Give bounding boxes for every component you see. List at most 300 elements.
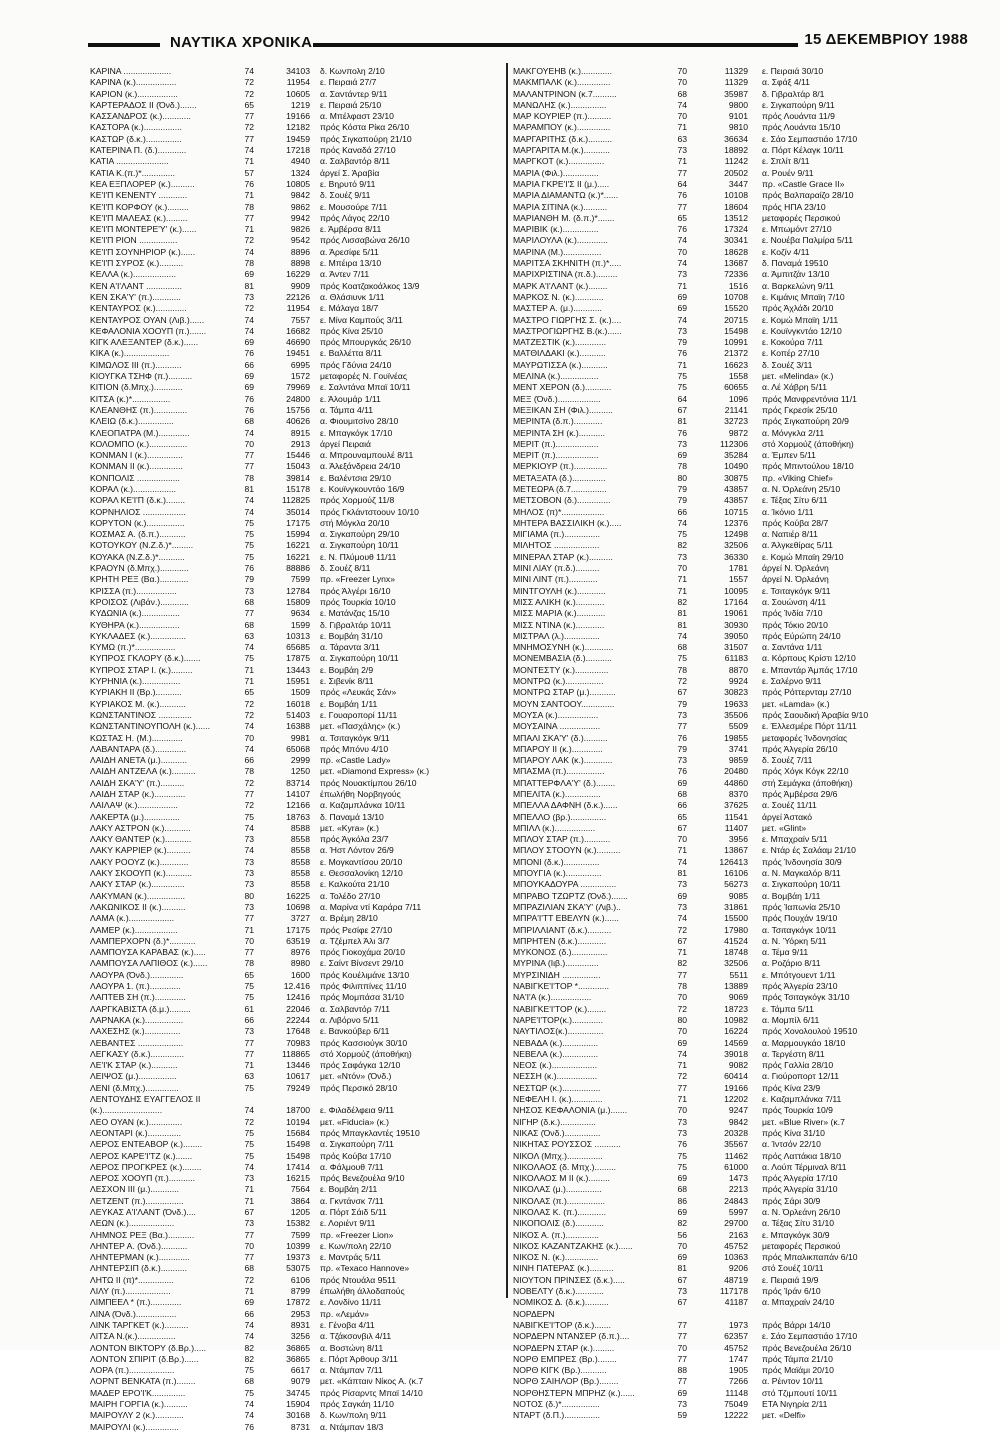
ship-year: 69	[677, 1206, 687, 1217]
ship-year: 74	[244, 246, 254, 257]
ship-year: 72	[244, 698, 254, 709]
ship-year: 71	[677, 585, 687, 596]
ship-grt: 1905	[728, 1365, 748, 1376]
ship-year: 74	[244, 314, 254, 325]
ship-year: 71	[244, 1286, 254, 1297]
ship-year: 74	[244, 721, 254, 732]
ship-year: 74	[244, 1410, 254, 1421]
ship-name: ΜΠΡΑ'Ι'ΤΤ ΕΒΕΛΥΝ (κ.)......	[513, 913, 619, 924]
ship-note: α. Σιγκαπούρη 10/11	[320, 653, 399, 664]
ship-row	[90, 258, 500, 269]
ship-note: ε. Μπωμόντ 27/10	[762, 224, 832, 235]
ship-row	[90, 1173, 500, 1184]
ship-grt: 35014	[286, 506, 310, 517]
ship-grt: 48719	[724, 1274, 748, 1285]
ship-note: μετ. «Ντόν» (Όνδ.)	[320, 1071, 392, 1082]
ship-name: ΝΕΒΕΛΑ (κ.)...............	[513, 1048, 599, 1059]
ship-row	[513, 371, 953, 382]
ship-grt: 11407	[724, 822, 748, 833]
ship-year: 70	[677, 1105, 687, 1116]
ship-row	[90, 1422, 500, 1433]
ship-year: 73	[244, 834, 254, 845]
ship-row	[90, 970, 500, 981]
ship-grt: 11462	[724, 1150, 748, 1161]
ship-note: α. Σουέζ 11/11	[762, 800, 817, 811]
ship-row	[513, 733, 953, 744]
ship-note: πρός Γκλάντστοουν 10/10	[320, 506, 419, 517]
ship-note: πρός Λουάντα 15/10	[762, 122, 841, 133]
ship-row	[90, 1275, 500, 1286]
ship-year: 76	[244, 404, 254, 415]
ship-year: 61	[244, 1003, 254, 1014]
ship-note: άργεί Άστακό	[762, 811, 813, 822]
ship-note: μετ. «Κyra» (κ.)	[320, 822, 379, 833]
ship-row	[513, 1275, 953, 1286]
ship-name: ΜΙΛΗΤΟΣ ...................	[513, 540, 600, 551]
ship-year: 75	[244, 1150, 254, 1161]
ship-row	[513, 1060, 953, 1071]
ship-note: α. Ν. Όρλεάνη 26/10	[762, 1206, 841, 1217]
ship-name: ΜΠΕΛΛΟ (βρ.)...............	[513, 811, 607, 822]
ship-name: ΚΕ'Ι'Π ΜΑΛΕΑΣ (κ.).........	[90, 212, 188, 223]
ship-name: ΚΡΗΤΗ ΡΕΞ (Βα.)............	[90, 574, 189, 585]
ship-year: 75	[244, 653, 254, 664]
ship-note: στή Σεμάγκα (άποθήκη)	[762, 777, 853, 788]
ship-grt: 117178	[719, 1286, 748, 1297]
ship-note: πρός Σιγκαπούρη 21/10	[320, 133, 412, 144]
ship-name: ΚΙΜΩΛΟΣ ΙΙΙ (π.)...........	[90, 359, 182, 370]
ship-year: 79	[677, 483, 687, 494]
ship-name: ΚΥΚΛΑΔΕΣ (κ.)...............	[90, 630, 187, 641]
ship-year: 66	[244, 1014, 254, 1025]
ship-grt: 9101	[728, 111, 748, 122]
ship-row	[90, 1399, 500, 1410]
ship-grt: 11148	[725, 1387, 748, 1398]
ship-name: ΛΕΝΤΟΥΔΗΣ ΕΥΑΓΓΕΛΟΣ ΙΙ	[90, 1094, 201, 1105]
ship-year: 76	[677, 1139, 687, 1150]
ship-note: α. Βαρκελώνη 9/11	[762, 280, 834, 291]
ship-name: ΜΠΕΛΛΑ ΔΑΦΝΗ (δ.κ.)......	[513, 800, 618, 811]
ship-name: ΛΟΡΝΤ ΒΕΝΚΑΤΑ (π.)........	[90, 1376, 196, 1387]
ship-row	[513, 1252, 953, 1263]
ship-note: πρός Φιλιππίνες 11/10	[320, 981, 407, 992]
ship-note: μεταφορές Περσικού	[762, 212, 841, 223]
ship-year: 69	[677, 303, 687, 314]
ship-note: α. Φιουμιτσίνο 28/10	[320, 416, 399, 427]
ship-note: ε. Κοζίν 4/11	[762, 246, 810, 257]
ship-grt: 17875	[286, 653, 310, 664]
ship-name: ΝΙΚΟΛΑΣ Κ. (π.)............	[513, 1206, 606, 1217]
ship-row	[90, 1128, 500, 1139]
ship-grt: 14107	[286, 789, 310, 799]
ship-name: ΜΠΡΙΛΛΙΑΝΤ (δ.κ.)..........	[513, 924, 612, 935]
ship-year: 77	[244, 947, 254, 958]
ship-year: 67	[677, 935, 687, 946]
ship-grt: 13889	[724, 981, 748, 992]
ship-note: πρός Άλγερία 17/10	[762, 1173, 838, 1184]
ship-year: 78	[244, 958, 254, 969]
ship-note: πρ. «Castle Lady»	[320, 755, 391, 766]
ship-grt: 15904	[286, 1399, 310, 1410]
ship-grt: 3727	[290, 913, 310, 924]
ship-name: ΛΕΤΖΕΝΤ (π.)................	[90, 1195, 184, 1206]
ship-row	[513, 1196, 953, 1207]
ship-name: ΚΑΣΤΟΡΑ (κ.)................	[90, 122, 182, 133]
ship-note: μεταφορές Περσικού	[762, 1240, 841, 1251]
ship-year: 72	[677, 676, 687, 687]
ship-name: ΝΕΦΕΛΗ Ι. (κ.).............	[513, 1094, 603, 1105]
ship-row	[513, 100, 953, 111]
ship-row	[90, 179, 500, 190]
ship-name: ΛΑΙΔΗ ΣΚΑ'Υ' (π.)..........	[90, 777, 185, 788]
ship-row	[90, 1196, 500, 1207]
ship-grt: 9909	[290, 280, 310, 291]
ship-year: 82	[244, 1342, 254, 1353]
ship-name: ΝΙΝΗ ΠΑΤΕΡΑΣ (κ.)..........	[513, 1263, 614, 1274]
ship-row	[513, 540, 953, 551]
ship-grt: 35987	[724, 88, 748, 99]
ship-name: ΛΙΜΠΕΕΛ * (π.).............	[90, 1297, 182, 1308]
ship-row	[90, 518, 500, 529]
ship-note: α. Τέμα 9/11	[762, 947, 809, 958]
ship-row	[90, 1343, 500, 1354]
ship-year: 78	[677, 981, 687, 992]
ship-row	[90, 484, 500, 495]
ship-year: 73	[244, 1218, 254, 1229]
ship-year: 74	[244, 1331, 254, 1342]
ship-note: μεταφορές Ν. Γουϊνέας	[320, 371, 407, 382]
ship-grt: 9082	[728, 1060, 748, 1071]
ship-note: α. Σαλβαντόρ 7/11	[320, 1003, 391, 1014]
ship-name: ΜΟΝΤΡΩ ΣΤΑΡ (μ.)...........	[513, 687, 616, 698]
ship-name: ΜΑΝΩΛΗΣ (κ.)...............	[513, 99, 607, 110]
ship-year: 69	[677, 1037, 687, 1048]
ship-name: ΜΟΥΝ ΣΑΝΤΟΟΥ..............	[513, 698, 615, 709]
ship-grt: 19061	[724, 608, 748, 619]
ship-note: ε. Άμβέρσα 8/11	[320, 224, 382, 235]
ship-row	[513, 292, 953, 303]
ship-year: 72	[244, 77, 254, 88]
ship-name: ΛΑΚΕΡΤΑ (μ.)...............	[90, 811, 180, 822]
ship-year: 76	[244, 178, 254, 189]
ship-note: α. Βρέμη 28/10	[320, 913, 378, 924]
ship-row	[513, 405, 953, 416]
ship-year: 74	[677, 314, 687, 325]
ship-name: ΚΟΤΟΥΚΟΥ (Ν.Ζ.δ.)*.........	[90, 540, 194, 551]
ship-year: 67	[677, 687, 687, 698]
ship-row	[90, 947, 500, 958]
ship-year: 70	[677, 563, 687, 574]
ship-row	[513, 687, 953, 698]
ship-note: ε. Μπαγκόγκ 30/9	[762, 1229, 830, 1240]
ship-year: 77	[244, 133, 254, 144]
ship-year: 74	[677, 99, 687, 110]
ship-name: ΜΑΛΑΝΤΡΙΝΟΝ (κ.7..........	[513, 88, 617, 99]
ship-note: ε. Γένοβα 4/11	[320, 1319, 375, 1330]
ship-grt: 36865	[286, 1342, 310, 1353]
ship-note: α. Ναπιέρ 8/11	[762, 529, 818, 540]
ship-year: 73	[244, 856, 254, 867]
ship-name: ΜΠΟΥΓΙΑ (κ.)...............	[513, 868, 602, 879]
ship-grt: 20328	[724, 1127, 748, 1138]
ship-row	[513, 1117, 953, 1128]
ship-row	[90, 800, 500, 811]
ship-grt: 8558	[290, 834, 310, 845]
ship-year: 71	[677, 122, 687, 133]
ship-year: 73	[244, 868, 254, 879]
ship-name: ΚΙΤΣΑ (κ.)*................	[90, 393, 171, 404]
ship-name: ΝΑΒΙΓΚΕ'Ι'ΤΟΡ (κ.)........	[513, 1003, 607, 1014]
ship-row	[90, 1365, 500, 1376]
ship-note: πρός Τσιταγκόγκ 31/10	[762, 992, 850, 1003]
ship-note: ε. Τέξας Σίτυ 6/11	[762, 495, 828, 506]
ship-note: α. Ίκόνιο 1/11	[762, 506, 814, 517]
ship-year: 88	[677, 1365, 687, 1376]
ship-note: ε. Βανκούβερ 6/11	[320, 1026, 390, 1037]
ship-year: 75	[244, 551, 254, 562]
ship-year: 69	[244, 1297, 254, 1308]
ship-note: δ. Σουέζ 8/11	[320, 563, 371, 574]
ship-row	[90, 405, 500, 416]
ship-grt: 15446	[286, 450, 310, 461]
ship-year: 70	[677, 992, 687, 1003]
ship-note: ε. Φιλαδέλφεια 9/11	[320, 1105, 395, 1116]
ship-name: ΜΠΑΣΜΑ (π.)................	[513, 766, 605, 777]
ship-year: 74	[677, 517, 687, 528]
ship-grt: 12182	[286, 122, 310, 133]
ship-grt: 31861	[724, 901, 748, 912]
ship-name: ΚΙΟΥΓΚΑ ΤΣΗΦ (π.)..........	[90, 371, 193, 382]
ship-note: πρός Κίνα 31/10	[762, 1127, 825, 1138]
ship-note: πρός Άχλάδι 20/10	[762, 303, 834, 314]
ship-year: 57	[244, 167, 254, 178]
ship-year: 73	[677, 325, 687, 336]
ship-row	[90, 77, 500, 88]
ship-name: ΜΟΝΤΕΣΤΥ (κ.)..............	[513, 664, 609, 675]
ship-row	[513, 936, 953, 947]
ship-row	[513, 145, 953, 156]
ship-grt: 1747	[728, 1353, 748, 1364]
ship-note: πρός Κίνα 23/9	[762, 1082, 821, 1093]
ship-note: ε. Βομβάη 2/11	[320, 1184, 378, 1195]
ship-year: 71	[244, 224, 254, 235]
ship-name: ΜΑΡΙΛΟΥΛΑ (κ.).............	[513, 235, 608, 246]
ship-note: πρ. «Λεμάν»	[320, 1308, 369, 1319]
ship-row	[90, 224, 500, 235]
ship-year: 70	[677, 1342, 687, 1353]
ship-grt: 9872	[728, 427, 748, 438]
ship-name: ΜΕΤΕΩΡΑ (δ.7...............	[513, 483, 607, 494]
ship-name: ΚΕ'Ι'Π ΣΥΡΟΣ (κ.)..........	[90, 258, 184, 269]
ship-note: πρός Ρίσαρντς Μπαϊ 14/10	[320, 1387, 423, 1398]
ship-row	[90, 552, 500, 563]
ship-note: πρός Σαφάγκα 12/10	[320, 1060, 401, 1071]
ship-year: 71	[677, 359, 687, 370]
ship-grt: 30168	[286, 1410, 310, 1421]
ship-grt: 17218	[286, 145, 310, 156]
ship-name: ΜΕΤΑΞΑΤΑ (δ.)..............	[513, 472, 606, 483]
ship-grt: 34745	[286, 1387, 310, 1398]
ship-note: δ. Παναμά 13/10	[320, 811, 384, 822]
ship-note: πρός Λισσαβώνα 26/10	[320, 235, 410, 246]
ship-row	[90, 382, 500, 393]
ship-year: 74	[677, 1048, 687, 1059]
ship-grt: 2213	[728, 1184, 748, 1195]
ship-year: 68	[677, 88, 687, 99]
ship-name: ΜΠΕΛΙΤΑ (κ.)...............	[513, 789, 601, 799]
ship-year: 82	[677, 540, 687, 551]
ship-year: 72	[677, 924, 687, 935]
ship-name: ΛΕΒΑΝΤΕΣ ...................	[90, 1037, 184, 1048]
ship-row	[90, 1331, 500, 1342]
ship-grt: 5511	[729, 969, 748, 980]
ship-grt: 16221	[286, 551, 310, 562]
ship-year: 77	[244, 461, 254, 472]
ship-grt: 34103	[286, 66, 310, 76]
ship-name: ΝΟΡΔΕΡΝ ΣΤΑΡ (κ.).........	[513, 1342, 615, 1353]
ship-name: ΚΟΡΥΤΟΝ (κ.)................	[90, 517, 185, 528]
ship-year: 69	[677, 890, 687, 901]
ship-name: ΜΑΡΚΟΣ Ν. (κ.)............	[513, 291, 604, 302]
ship-note: πρός Βενεζουέλα 26/10	[762, 1342, 852, 1353]
ship-year: 79	[244, 574, 254, 585]
ship-row	[513, 190, 953, 201]
ship-note: πρός Περσικό 28/10	[320, 1082, 398, 1093]
ship-note: πρός Γδύνια 24/10	[320, 359, 392, 370]
ship-grt: 7564	[290, 1184, 310, 1195]
ship-note: ε. Κομώ Μπαϊη 1/11	[762, 314, 839, 325]
ship-grt: 17648	[286, 1026, 310, 1037]
ship-note: ε. Σάο Σεμπαστιάο 17/10	[762, 1331, 858, 1342]
ship-row	[513, 1105, 953, 1116]
ship-name: ΛΑΟΥΡΑ (Όνδ.)..............	[90, 969, 184, 980]
ship-year: 75	[244, 992, 254, 1003]
ship-name: ΚΥΘΗΡΑ (κ.).................	[90, 619, 180, 630]
ship-year: 82	[244, 1353, 254, 1364]
ship-name: ΛΑΚΥ ΘΑΝΤΕΡ (κ.)...........	[90, 834, 192, 845]
ship-note: πρός Κοατζακοάλκος 13/9	[320, 280, 420, 291]
ship-grt: 18748	[724, 947, 748, 958]
ship-grt: 8558	[290, 879, 310, 890]
ship-row	[90, 540, 500, 551]
ship-grt: 15951	[286, 676, 310, 687]
ship-grt: 9942	[290, 212, 310, 223]
ship-grt: 15809	[286, 596, 310, 607]
ship-note: πρός Σαγκάη 11/10	[320, 1399, 394, 1410]
ship-grt: 36634	[724, 133, 748, 144]
ship-grt: 18604	[724, 201, 748, 212]
ship-note: πρός Μπουργκάς 26/10	[320, 337, 411, 348]
ship-year: 77	[244, 1229, 254, 1240]
ship-note: ε. Βομβάη 1/11	[320, 698, 378, 709]
ship-name: ΛΑΙΔΗ ΑΝΤΖΕΛΑ (κ.)..........	[90, 766, 196, 777]
ship-row	[90, 608, 500, 619]
ship-note: ε. Ματάνζας 15/10	[320, 608, 390, 619]
ship-grt: 13687	[724, 258, 748, 269]
ship-row	[90, 473, 500, 484]
ship-year: 73	[677, 901, 687, 912]
ship-name: ΚΑΡΤΕΡΑΔΟΣ ΙΙ (Όνδ.).......	[90, 99, 197, 110]
ship-name: ΜΙΓΙΑΜΑ (π.)...............	[513, 529, 601, 540]
ship-note: μετ. «Κάπταιν Νίκος Α. (κ.7	[320, 1376, 424, 1387]
ship-row	[513, 394, 953, 405]
ship-note: ε. Καλκούτα 21/10	[320, 879, 390, 890]
ship-row	[90, 111, 500, 122]
ship-grt: 8898	[290, 258, 310, 269]
ship-note: α. Φάλμουθ 7/11	[320, 1161, 384, 1172]
column-divider	[506, 63, 508, 1298]
ship-name: ΛΑΚΥΜΑΝ (κ.)................	[90, 890, 186, 901]
ship-row	[90, 529, 500, 540]
ship-name: ΚΡΟΙΣΟΣ (Λιβάν.)............	[90, 596, 189, 607]
ship-row	[90, 360, 500, 371]
ship-note: έπωλήθη Νορβηγούς	[320, 789, 401, 799]
ship-row	[90, 281, 500, 292]
ship-row	[513, 1004, 953, 1015]
ship-row	[513, 461, 953, 472]
ship-name: ΝΙΚΟΣ Ν. (κ.)..............	[513, 1252, 599, 1263]
ship-note: πρός Μπαγκλαντές 19510	[320, 1127, 420, 1138]
ship-grt: 10715	[724, 506, 748, 517]
ship-year: 69	[677, 1387, 687, 1398]
ship-name: ΜΑΡΚ Α'Ι'ΛΑΝΤ (κ.)........	[513, 280, 608, 291]
ship-year: 77	[244, 1037, 254, 1048]
ship-note: ε. Λοριέντ 9/11	[320, 1218, 376, 1229]
ship-note: α. Άλεξάνδρεια 24/10	[320, 461, 401, 472]
ship-year: 71	[677, 845, 687, 856]
ship-name: ΜΑΡΓΑΡΙΤΗΣ (δ.κ.)..........	[513, 133, 613, 144]
ship-row	[513, 1162, 953, 1173]
ship-name: ΜΑΡΙΑ ΣΙΤΙΝΑ (κ.)..........	[513, 201, 608, 212]
ship-year: 78	[244, 472, 254, 483]
ship-note: α. Σουώνση 4/11	[762, 596, 827, 607]
ship-row	[513, 416, 953, 427]
ship-note: ε. Μπέιρα 13/10	[320, 258, 382, 269]
ship-grt: 8896	[290, 246, 310, 257]
ship-row	[90, 348, 500, 359]
ship-grt: 13446	[286, 1060, 310, 1071]
ship-grt: 44860	[724, 777, 748, 788]
ship-note: ε. Βομβάη 31/10	[320, 630, 383, 641]
ship-name: ΛΑΙΔΗ ΑΝΕΤΑ (μ.)...........	[90, 755, 187, 766]
ship-row	[90, 1230, 500, 1241]
ship-note: α. Μπαχραίν 24/10	[762, 1297, 835, 1308]
ship-name: ΚΑΡΙΟΝ (κ.).................	[90, 88, 178, 99]
ship-row	[90, 778, 500, 789]
ship-row	[513, 925, 953, 936]
ship-note: πρός Κόστα Ρίκα 26/10	[320, 122, 410, 133]
ship-year: 78	[677, 461, 687, 472]
ship-name: ΜΑΡ ΚΟΥΡΙΕΡ (π.)..........	[513, 111, 612, 122]
ship-note: ε. Σάο Σεμπαστιάο 17/10	[762, 133, 858, 144]
ship-note: πρός Ίράν 6/10	[762, 1286, 821, 1297]
ship-row	[513, 642, 953, 653]
ship-grt: 10490	[724, 461, 748, 472]
ship-year: 70	[677, 77, 687, 88]
ship-grt: 51403	[286, 709, 310, 720]
ship-name: ΚΟΛΟΜΠΟ (κ.)................	[90, 438, 188, 449]
ship-row	[90, 66, 500, 77]
ship-grt: 118865	[281, 1048, 310, 1059]
ship-note: μετ. «Glint»	[762, 822, 807, 833]
ship-row	[90, 1049, 500, 1060]
ship-grt: 17175	[286, 517, 310, 528]
ship-note: ε. Πειραιά 30/10	[762, 66, 824, 76]
ship-grt: 3447	[728, 178, 748, 189]
ship-row	[90, 721, 500, 732]
ship-grt: 19451	[286, 348, 310, 359]
ship-year: 73	[677, 1116, 687, 1127]
